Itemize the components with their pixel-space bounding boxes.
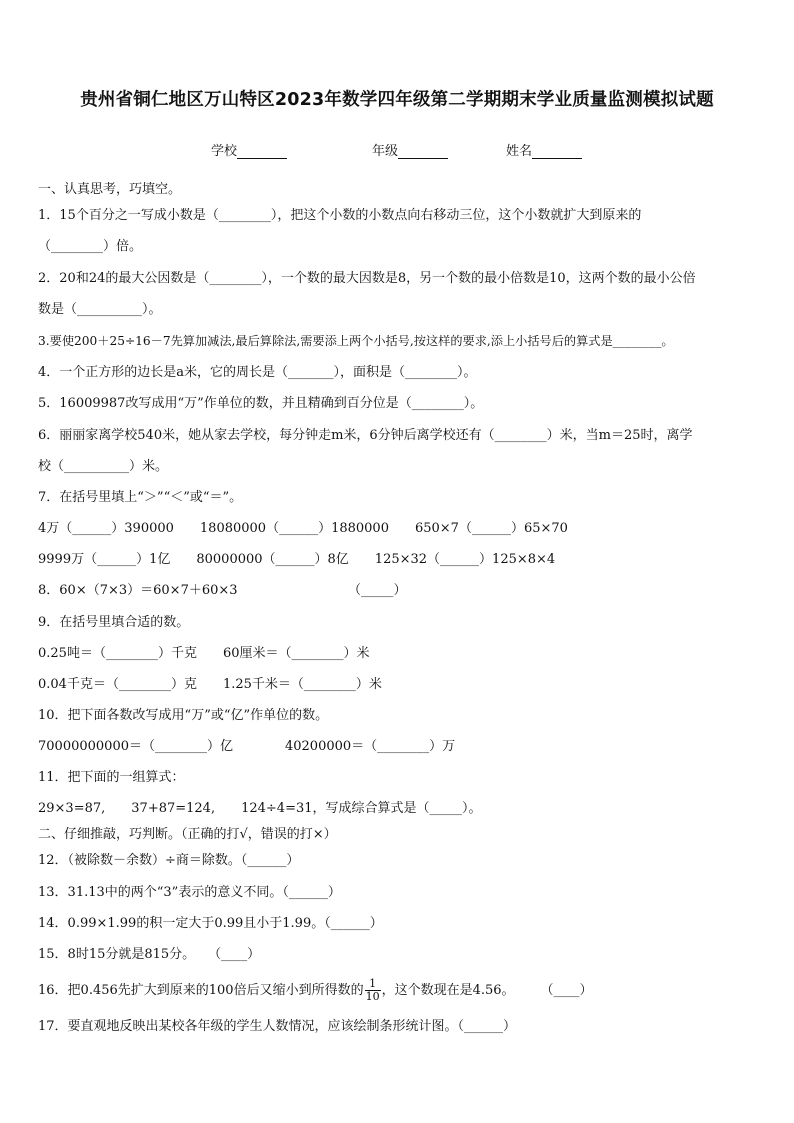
question-9: 9．在括号里填合适的数。 — [38, 615, 190, 630]
section-1-heading: 一、认真思考，巧填空。 — [38, 182, 182, 197]
school-label: 学校 — [211, 144, 238, 159]
question-1: 1．15个百分之一写成小数是（________），把这个小数的小数点向右移动三位，这个小数就扩大到原来的 — [38, 208, 642, 223]
question-2: 2．20和24的最大公因数是（________），一个数的最大因数是8，另一个数的最小倍数是10，这两个数的最小公倍 — [38, 271, 696, 286]
question-14: 14．0.99×1.99的积一定大于0.99且小于1.99。（______） — [38, 916, 383, 931]
question-16-text-end: ，这个数现在是4.56。 （____） — [381, 983, 593, 998]
question-7-row-1: 4万（______）390000 18080000（______）1880000 650×7（______）65×70 — [38, 521, 568, 536]
question-15: 15．8时15分就是815分。 （____） — [38, 947, 261, 962]
name-label: 姓名 — [506, 144, 533, 159]
name-field — [506, 140, 582, 159]
fraction-numerator: 1 — [365, 978, 381, 991]
question-8: 8．60×（7×3）＝60×7＋60×3 （_____） — [38, 583, 407, 598]
name-blank[interactable] — [532, 144, 582, 159]
grade-label: 年级 — [372, 144, 399, 159]
question-6: 6．丽丽家离学校540米，她从家去学校，每分钟走m米，6分钟后离学校还有（________）米，当m＝25时，离学 — [38, 428, 693, 443]
question-13: 13．31.13中的两个“3”表示的意义不同。（______） — [38, 885, 341, 900]
page-title: 贵州省铜仁地区万山特区2023年数学四年级第二学期期末学业质量监测模拟试题 — [80, 90, 714, 110]
question-7-row-2: 9999万（______）1亿 80000000（______）8亿 125×32（______）125×8×4 — [38, 552, 556, 567]
school-field — [211, 140, 287, 159]
fraction-denominator: 10 — [365, 990, 380, 1003]
question-10-row: 70000000000＝（________）亿 40200000＝（________）万 — [38, 739, 456, 754]
question-16 — [38, 978, 593, 1004]
school-blank[interactable] — [237, 144, 287, 159]
question-11: 11．把下面的一组算式： — [38, 770, 185, 785]
question-3: 3.要使200＋25÷16－7先算加减法,最后算除法,需要添上两个小括号,按这样的要求,添上小括号后的算式是________。 — [38, 334, 674, 348]
question-17: 17．要直观地反映出某校各年级的学生人数情况，应该绘制条形统计图。（______） — [38, 1019, 517, 1034]
question-16-text: 16．把0.456先扩大到原来的100倍后又缩小到所得数的 — [38, 983, 364, 998]
question-7: 7．在括号里填上“＞”“＜”或“＝”。 — [38, 490, 243, 505]
grade-blank[interactable] — [398, 144, 448, 159]
question-5: 5．16009987改写成用“万”作单位的数，并且精确到百分位是（________）。 — [38, 396, 484, 411]
grade-field — [372, 140, 448, 159]
section-2-heading: 二、仔细推敲，巧判断。（正确的打√，错误的打×） — [38, 827, 337, 842]
question-2-cont: 数是（__________）。 — [38, 302, 162, 317]
question-11-row: 29×3=87, 37+87=124, 124÷4=31，写成综合算式是（_____）。 — [38, 801, 482, 816]
question-1-cont: （________）倍。 — [38, 239, 143, 254]
question-9-row-1: 0.25吨＝（________）千克 60厘米＝（________）米 — [38, 646, 370, 661]
question-4: 4．一个正方形的边长是a米，它的周长是（_______），面积是（________）。 — [38, 365, 477, 380]
question-12: 12．（被除数－余数）÷商＝除数。（______） — [38, 853, 300, 868]
fraction — [365, 978, 381, 1003]
question-9-row-2: 0.04千克＝（________）克 1.25千米＝（________）米 — [38, 677, 382, 692]
question-6-cont: 校（__________）米。 — [38, 459, 169, 474]
question-10: 10．把下面各数改写成用“万”或“亿”作单位的数。 — [38, 708, 329, 723]
